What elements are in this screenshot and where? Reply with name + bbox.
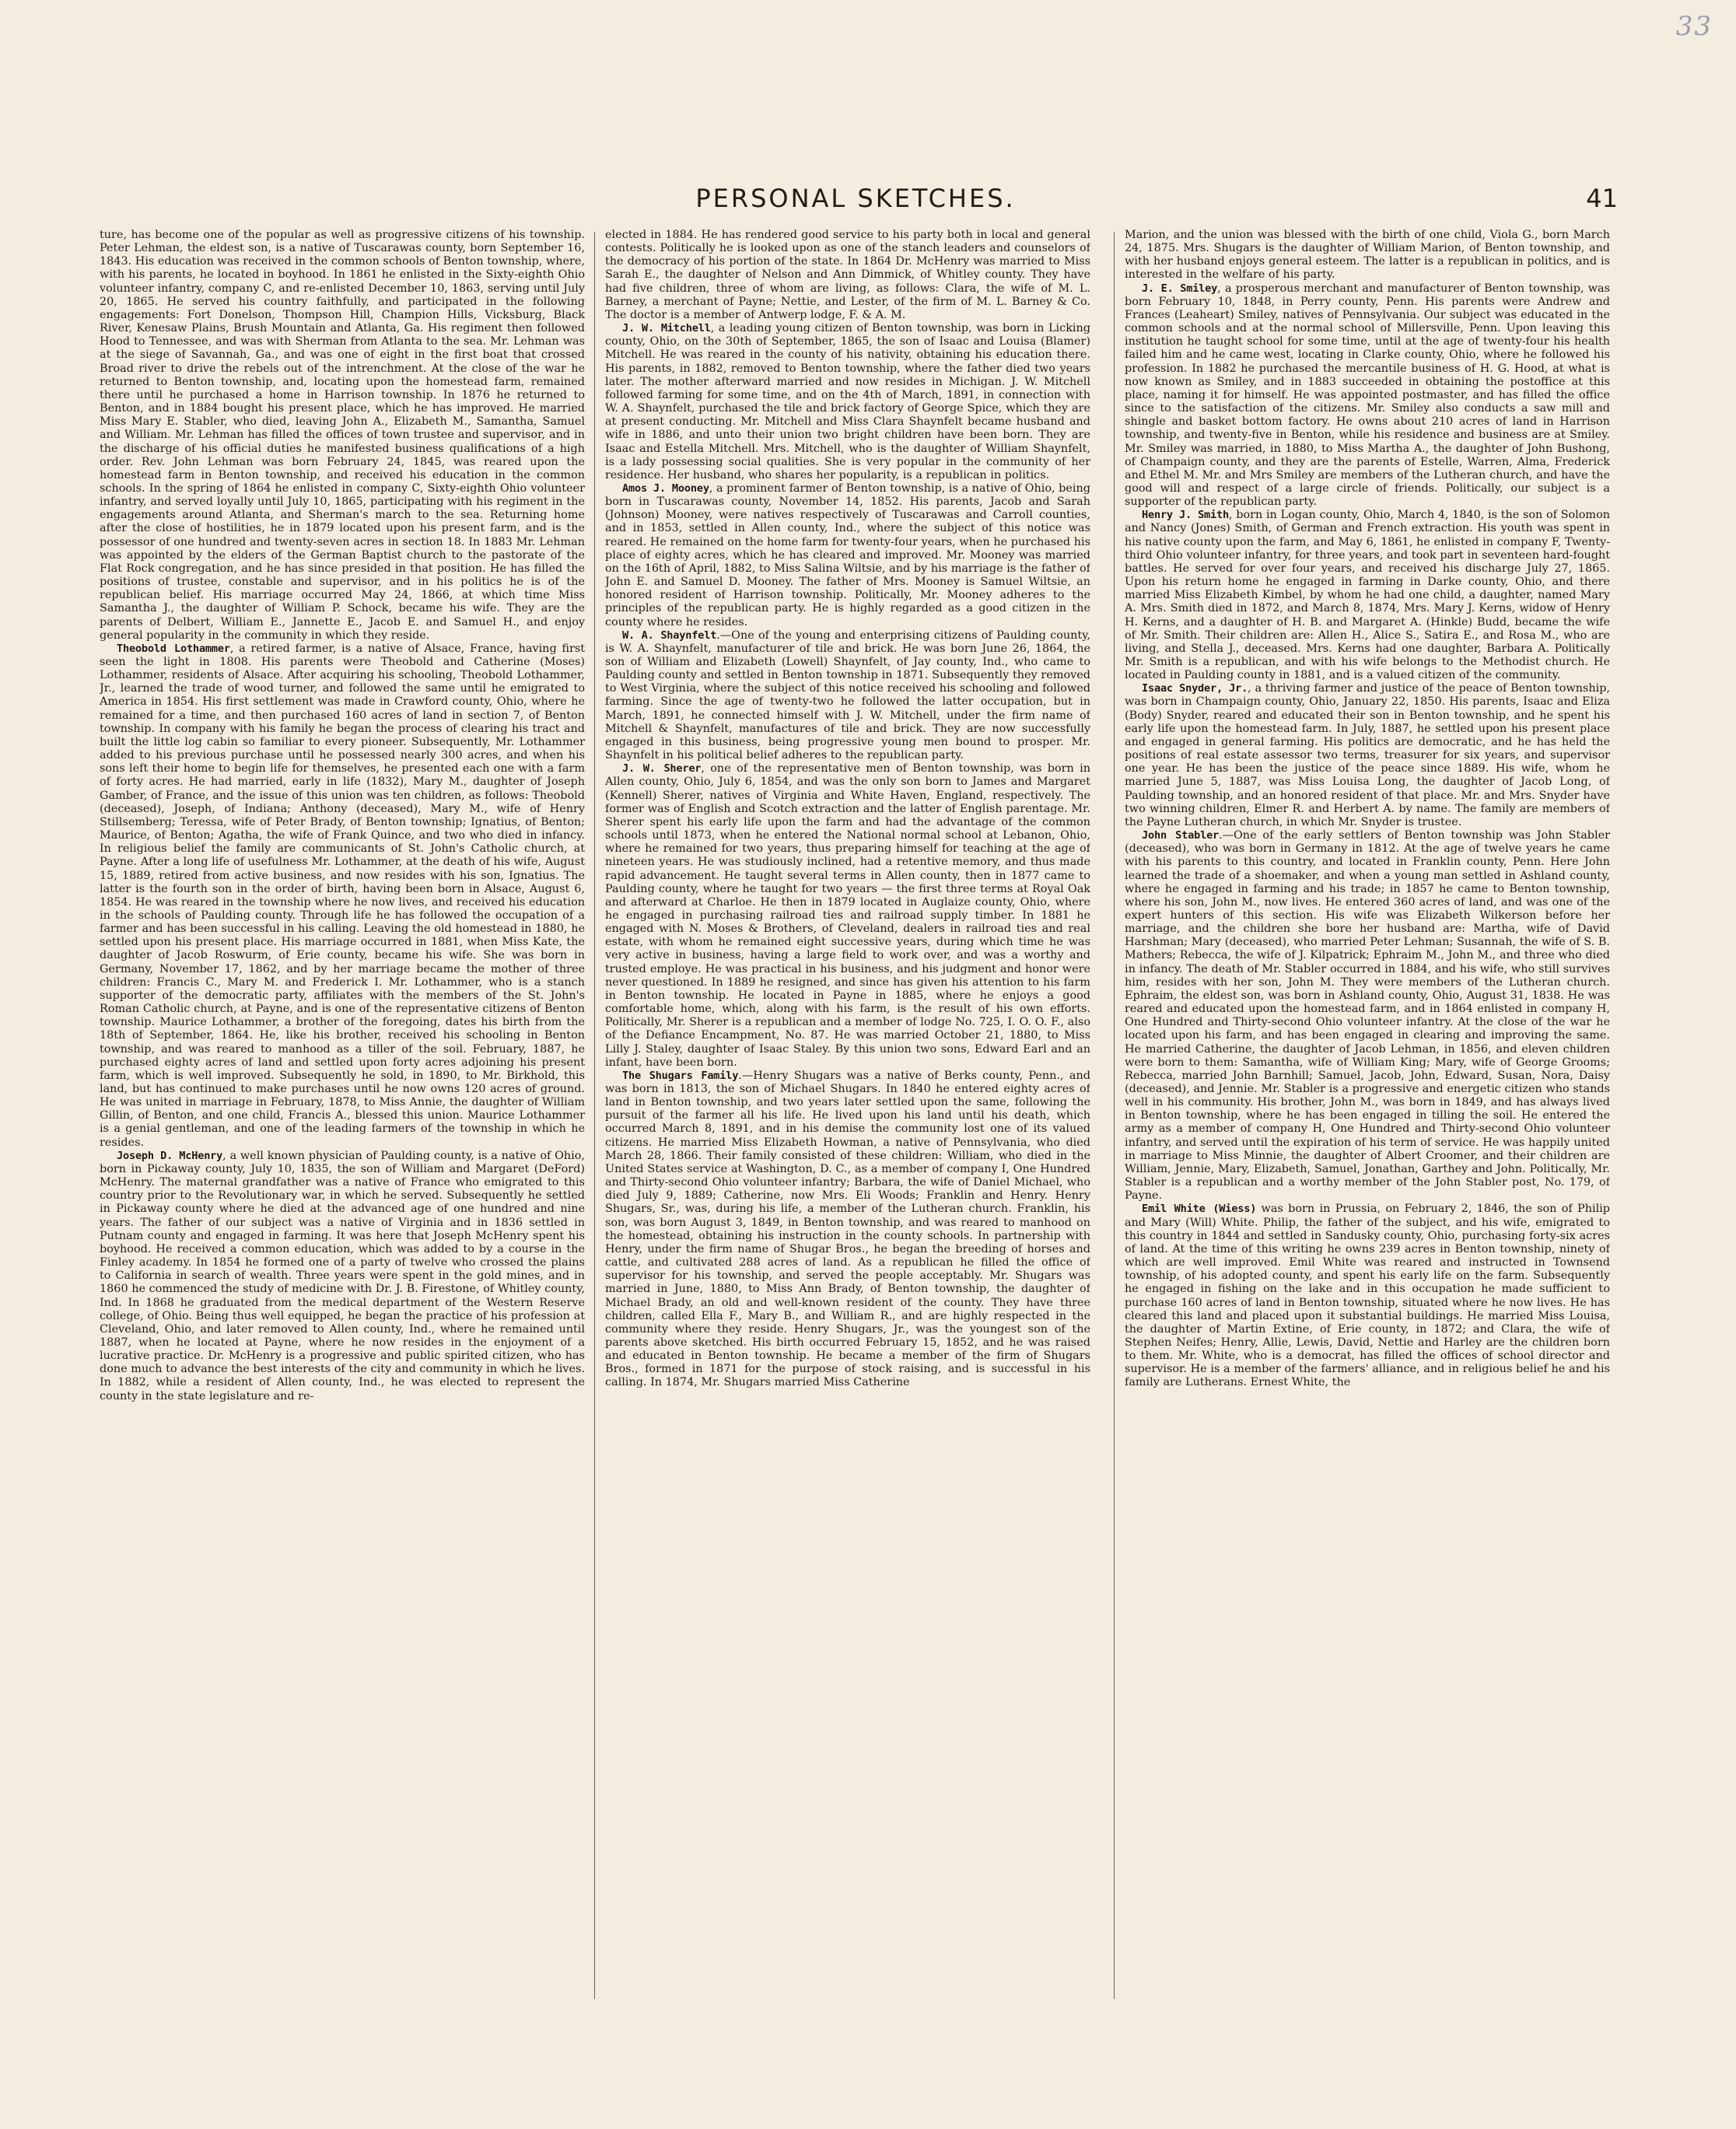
sketch-text: .—One of the early settlers of Benton township was John Stabler (deceased), who was born in Germany in 1812. At the age of twelve years he came with his parents to this country, and located in Franklin county, Penn. Here John learned the trade of a shoemaker, and when a young man settled in Ashland county, where he engaged in farming and his trade; in 1857 he came to Benton township, where his son, John M., now lives. He entered 360 acres of land, and was one of the expert hunters of this section. His wife was Elizabeth Wilkerson before her marriage, and the children she bore her husband are: Martha, wife of David Harshman; Mary (deceased), who married Peter Lehman; Susannah, the wife of S. B. Mathers; Rebecca, the wife of J. Kilpatrick; Ephraim M., John M., and three who died in infancy. The death of Mr. Stabler occurred in 1884, and his wife, who still survives him, resides with her son, John M. They were members of the Lutheran church. Ephraim, the eldest son, was born in Ashland county, Ohio, August 31, 1838. He was reared and educated upon the homestead farm, and in 1864 enlisted in company H, One Hundred and Thirty-second Ohio volunteer infantry. At the close of the war he located upon his farm, and has been engaged in clearing and improving the same. He married Catherine, the daughter of Jacob Lehman, in 1856, and eleven children were born to them: Samantha, wife of William King; Mary, wife of George Grooms; Rebecca, married John Barnhill; Samuel, Jacob, John, Edward, Susan, Nora, Daisy (deceased), and Jennie. Mr. Stabler is a progressive and energetic citizen who stands well in his community. His brother, John M., was born in 1849, and has always lived in Benton township, where he has been engaged in tilling the soil. He entered the army as a member of company H, One Hundred and Thirty-second Ohio volunteer infantry, and served until the expiration of his term of service. He was happily united in marriage to Miss Minnie, the daughter of Albert Croomer, and their children are William, Jennie, Mary, Elizabeth, Samuel, Jonathan, Garthey and John. Politically, Mr. Stabler is a republican and a worthy member of the John Stabler post, No. 179, of Payne. bbox=[1125, 829, 1610, 1203]
sketch-subject-name: W. A. Shaynfelt bbox=[622, 629, 717, 642]
sketch-text: ture, has become one of the popular as well as progressive citizens of his township. Peter Lehman, the eldest son, is a native of Tuscarawas county, born September 16, 1843. His education was received in the common schools of Benton township, where, with his parents, he located in boyhood. In 1861 he enlisted in the Sixty-eighth Ohio volunteer infantry, company C, and re-enlisted December 10, 1863, serving until July 20, 1865. He served his country faithfully, and participated in the following engagements: Fort Donelson, Thompson Hill, Champion Hills, Vicksburg, Black River, Kenesaw Plains, Brush Mountain and Atlanta, Ga. His regiment then followed Hood to Tennessee, and was with Sherman from Atlanta to the sea. Mr. Lehman was at the siege of Savannah, Ga., and was one of eight in the first boat that crossed Broad river to drive the rebels out of the intrenchment. At the close of the war he returned to Benton township, and, locating upon the homestead farm, remained there until he purchased a home in Harrison township. In 1876 he returned to Benton, and in 1884 bought his present place, which he has improved. He married Miss Mary E. Stabler, who died, leaving John A., Elizabeth M., Samantha, Samuel and William. Mr. Lehman has filled the offices of town trustee and supervisor, and in the discharge of his official duties he manifested business qualifications of a high order. Rev. John Lehman was born February 24, 1845, was reared upon the homestead farm in Benton township, and received his education in the common schools. In the spring of 1864 he enlisted in company C, Sixty-eighth Ohio volunteer infantry, and served loyally until July 10, 1865, participating with his regiment in the engagements around Atlanta, and Sherman's march to the sea. Returning home after the close of hostilities, he in 1879 located upon his present farm, and is the possessor of one hundred and twenty-seven acres in section 18. In 1883 Mr. Lehman was appointed by the elders of the German Baptist church to the pastorate of the Flat Rock congregation, and he has since presided in that position. He has filled the positions of trustee, constable and supervisor, and in his politics he is of the republican belief. His marriage occurred May 24, 1866, at which time Miss Samantha J., the daughter of William P. Schock, became his wife. They are the parents of Delbert, William E., Jannette E., Jacob E. and Samuel H., and enjoy general popularity in the community in which they reside. bbox=[100, 229, 585, 642]
sketch-paragraph bbox=[100, 1150, 585, 1403]
sketch-subject-name: John Stabler bbox=[1142, 829, 1220, 842]
sketch-text: , a well known physician of Paulding county, is a native of Ohio, born in Pickaway county, July 10, 1835, the son of William and Margaret (DeFord) McHenry. The maternal grandfather was a native of France who emigrated to this country prior to the Revolutionary war, in which he served. Subsequently he settled in Pickaway county where he died at the advanced age of one hundred and nine years. The father of our subject was a native of Virginia and in 1836 settled in Putnam county and engaged in farming. It was here that Joseph McHenry spent his boyhood. He received a common education, which was added to by a course in the Finley academy. In 1854 he formed one of a party of twelve who crossed the plains to California in search of wealth. Three years were spent in the gold mines, and in 1860 he commenced the study of medicine with Dr. J. B. Firestone, of Whitley county, Ind. In 1868 he graduated from the medical department of the Western Reserve college, of Ohio. Being thus well equipped, he began the practice of his profession at Cleveland, Ohio, and later removed to Allen county, Ind., where he remained until 1887, when he located at Payne, where he now resides in the enjoyment of a lucrative practice. Dr. McHenry is a progressive and public spirited citizen, who has done much to advance the best interests of the city and community in which he lives. In 1882, while a resident of Allen county, Ind., he was elected to represent the county in the state legislature and re- bbox=[100, 1149, 585, 1402]
column-2 bbox=[605, 229, 1090, 2002]
sketch-text: was born in Prussia, on February 2, 1846, the son of Philip and Mary (Will) White. Philip, the father of the subject, and his wife, emigrated to this country in 1844 and settled in Sandusky county, Ohio, purchasing forty-six acres of land. At the time of this writing he owns 239 acres in Benton township, ninety of which are well improved. Emil White was reared and instructed in Townsend township, of his adopted county, and spent his early life on the farm. Subsequently he engaged in fishing on the lake and in this occupation he made sufficient to purchase 160 acres of land in Benton township, situated where he now lives. He has cleared this land and placed upon it substantial buildings. He married Miss Louisa, the daughter of Martin Extine, of Erie county, in 1872; and Clara, the wife of Stephen Neifes; Henry, Allie, Lewis, David, Nettie and Harley are the children born to them. Mr. White, who is a democrat, has filled the offices of school director and supervisor. He is a member of the farmers' alliance, and in religious belief he and his family are Lutherans. Ernest White, the bbox=[1125, 1203, 1610, 1389]
sketch-text: , a thriving farmer and justice of the peace of Benton township, was born in Champaign county, Ohio, January 22, 1850. His parents, Isaac and Eliza (Body) Snyder, reared and educated their son in Benton township, and he spent his early life upon the homestead farm. In July, 1887, he settled upon his present place and engaged in general farming. His politics are democratic, and he has held the positions of real estate assessor two terms, treasurer for six years, and supervisor one year. He has been the justice of the peace since 1889. His wife, whom he married June 5, 1887, was Miss Louisa Long, the daughter of Jacob Long, of Paulding township, and an honored resident of that place. Mr. and Mrs. Snyder have two winning children, Elmer R. and Herbert A. by name. The family are members of the Payne Lutheran church, in which Mr. Snyder is trustee. bbox=[1125, 682, 1610, 828]
sketch-subject-name: J. W. Mitchell bbox=[622, 322, 711, 335]
sketch-paragraph bbox=[605, 482, 1090, 629]
sketch-paragraph bbox=[605, 762, 1090, 1070]
sketch-subject-name: J. W. Sherer bbox=[622, 762, 702, 776]
sketch-subject-name: Theobold Lothammer bbox=[117, 642, 230, 655]
sketch-paragraph bbox=[1125, 509, 1610, 682]
sketch-text: , a leading young citizen of Benton township, was born in Licking county, Ohio, on the 30th of September, 1865, the son of Isaac and Louisa (Blamer) Mitchell. He was reared in the county of his nativity, obtaining his education there. His parents, in 1882, removed to Benton township, where the father died two years later. The mother afterward married and now resides in Michigan. J. W. Mitchell followed farming for some time, and on the 4th of March, 1891, in connection with W. A. Shaynfelt, purchased the tile and brick factory of George Spice, which they are at present conducting. Mr. Mitchell and Miss Clara Shaynfelt became husband and wife in 1886, and unto their union two bright children have been born. They are Isaac and Estella Mitchell. Mrs. Mitchell, who is the daughter of William Shaynfelt, is a lady possessing social qualities. She is very popular in the community of her residence. Her husband, who shares her popularity, is a republican in politics. bbox=[605, 322, 1090, 481]
corner-page-mark: 33 bbox=[1675, 11, 1713, 42]
sketch-paragraph bbox=[1125, 829, 1610, 1203]
sketch-subject-name: Joseph D. McHenry bbox=[117, 1149, 223, 1162]
sketch-text: .—One of the young and enterprising citizens of Paulding county, is W. A. Shaynfelt, manufacturer of tile and brick. He was born June 26, 1864, the son of William and Elizabeth (Lowell) Shaynfelt, of Jay county, Ind., who came to Paulding county and settled in Benton township in 1871. Subsequently they removed to West Virginia, where the subject of this notice received his schooling and followed farming. Since the age of twenty-two he followed the latter occupation, but in March, 1891, he connected himself with J. W. Mitchell, under the firm name of Mitchell & Shaynfelt, manufactures of tile and brick. They are now successfully engaged in this business, being progressive young men bound to prosper. Mr. Shaynfelt in his political belief adheres to the republican party. bbox=[605, 629, 1090, 762]
sketch-subject-name: Isaac Snyder, Jr. bbox=[1142, 682, 1248, 695]
sketch-paragraph bbox=[605, 629, 1090, 763]
sketch-text: .—Henry Shugars was a native of Berks county, Penn., and was born in 1813, the son of Michael Shugars. In 1840 he entered eighty acres of land in Benton township, and two years later settled upon the same, following the pursuit of the farmer all his life. He lived upon his land until his death, which occurred March 8, 1891, and in his demise the community lost one of its valued citizens. He married Miss Elizabeth Howman, a native of Pennsylvania, who died March 28, 1866. Their family consisted of these children: William, who died in the United States service at Washington, D. C., as a member of company I, One Hundred and Thirty-second Ohio volunteer infantry; Barbara, the wife of Daniel Michael, who died July 9, 1889; Catherine, now Mrs. Eli Woods; Franklin and Henry. Henry Shugars, Sr., was, during his life, a member of the Lutheran church. Franklin, his son, was born August 3, 1849, in Benton township, and was reared to manhood on the homestead, obtaining his instruction in the county schools. In partnership with Henry, under the firm name of Shugar Bros., he began the breeding of horses and cattle, and cultivated 288 acres of land. As a republican he filled the office of supervisor for his township, and served the people acceptably. Mr. Shugars was married in June, 1880, to Miss Ann Brady, of Benton township, the daughter of Michael Brady, an old and well-known resident of the county. They have three children, called Ella F., Mary B., and William R., and are highly respected in the community where they reside. Henry Shugars, Jr., was the youngest son of the parents above sketched. His birth occurred February 15, 1852, and he was raised and educated in Benton township. He became a member of the firm of Shugars Bros., formed in 1871 for the purpose of stock raising, and is successful in his calling. In 1874, Mr. Shugars married Miss Catherine bbox=[605, 1069, 1090, 1389]
sketch-paragraph bbox=[605, 1070, 1090, 1390]
sketch-paragraph bbox=[100, 229, 585, 643]
sketch-paragraph bbox=[100, 643, 585, 1150]
page-header bbox=[93, 184, 1618, 215]
sketch-subject-name: Amos J. Mooney bbox=[622, 481, 709, 495]
sketch-text: , a prosperous merchant and manufacturer of Benton township, was born February 10, 1848, in Perry county, Penn. His parents were Andrew and Frances (Leaheart) Smiley, natives of Pennsylvania. Our subject was educated in the common schools and at the normal school of Millersville, Penn. Upon leaving this institution he taught school for some time, until at the age of twenty-four his health failed him and he came west, locating in Clarke county, Ohio, where he followed his profession. In 1882 he purchased the mercantile business of H. G. Hood, at what is now known as Smiley, and in 1883 succeeded in obtaining the postoffice at this place, naming it for himself. He was appointed postmaster, and has filled the office since to the satisfaction of the citizens. Mr. Smiley also conducts a saw mill and shingle and basket bottom factory. He owns about 210 acres of land in Harrison township, and twenty-five in Benton, while his residence and business are at Smiley. Mr. Smiley was married, in 1880, to Miss Martha A., the daughter of John Bushong, of Champaign county, and they are the parents of Estelle, Warren, Alma, Frederick and Ethel M. Mr. and Mrs Smiley are members of the Lutheran church, and have the good will and respect of a large circle of friends. Politically, our subject is a supporter of the republican party. bbox=[1125, 282, 1610, 509]
page-title: PERSONAL SKETCHES. bbox=[695, 184, 1016, 213]
sketch-paragraph bbox=[1125, 282, 1610, 509]
sketch-text: Marion, and the union was blessed with the birth of one child, Viola G., born March 24, 1875. Mrs. Shugars is the daughter of William Marion, of Benton township, and with her husband enjoys general esteem. The latter is a republican in politics, and is interested in the welfare of his party. bbox=[1125, 229, 1610, 282]
text-columns bbox=[100, 229, 1616, 2002]
sketch-paragraph bbox=[605, 229, 1090, 322]
sketch-paragraph bbox=[605, 322, 1090, 482]
sketch-text: , one of the representative men of Benton township, was born in Allen county, Ohio, July 6, 1854, and was the only son born to James and Margaret (Kennell) Sherer, natives of Virginia and White Haven, England, respectively. The former was of English and Scotch extraction and the latter of English parentage. Mr. Sherer spent his early life upon the farm and had the advantage of the common schools until 1873, when he entered the National normal school at Lebanon, Ohio, where he remained for two years, thus preparing himself for teaching at the age of nineteen years. He was studiously inclined, had a retentive memory, and thus made rapid advancement. He taught several terms in Allen county, then in 1877 came to Paulding county, where he taught for two years — the first three terms at Royal Oak and afterward at Charloe. He then in 1879 located in Auglaize county, Ohio, where he engaged in purchasing railroad ties and railroad supply timber. In 1881 he engaged with N. Moses & Brothers, of Cleveland, dealers in railroad ties and real estate, with whom he remained eight successive years, during which time he was very active in business, having a large field to work over, and was a worthy and trusted employe. He was practical in his business, and his judgment and honor were never questioned. In 1889 he resigned, and since has given his attention to his farm in Benton township. He located in Payne in 1885, where he enjoys a good comfortable home, which, along with his farm, is the result of his own efforts. Politically, Mr. Sherer is a republican and a member of lodge No. 725, I. O. O. F., also of the Defiance Encampment, No. 87. He was married October 21, 1880, to Miss Lilly J. Staley, daughter of Isaac Staley. By this union two sons, Edward Earl and an infant, have been born. bbox=[605, 762, 1090, 1069]
sketch-subject-name: J. E. Smiley bbox=[1142, 282, 1218, 295]
sketch-subject-name: The Shugars Family bbox=[622, 1069, 739, 1082]
sketch-paragraph bbox=[1125, 682, 1610, 829]
sketch-paragraph bbox=[1125, 229, 1610, 282]
sketch-paragraph bbox=[1125, 1203, 1610, 1389]
column-1 bbox=[100, 229, 585, 2002]
sketch-text: , a retired farmer, is a native of Alsace, France, having first seen the light in 1808. His parents were Theobold and Catherine (Moses) Lothammer, residents of Alsace. After acquiring his schooling, Theobold Lothammer, Jr., learned the trade of wood turner, and followed the same until he emigrated to America in 1854. His first settlement was made in Crawford county, Ohio, where he remained for a time, and then purchased 160 acres of land in section 7, of Benton township. In company with his family he began the process of clearing his tract and built the little log cabin so familiar to every pioneer. Subsequently, Mr. Lothammer added to his previous purchase until he possessed nearly 300 acres, and when his sons left their home to begin life for themselves, he presented each one with a farm of forty acres. He had married, early in life (1832), Mary M., daughter of Joseph Gamber, of France, and the issue of this union was ten children, as follows: Theobold (deceased), Joseph, of Indiana; Anthony (deceased), Mary M., wife of Henry Stillsemberg; Teressa, wife of Peter Brady, of Benton township; Ignatius, of Benton; Maurice, of Benton; Agatha, the wife of Frank Quince, and two who died in infancy. In religious belief the family are communicants of St. John's Catholic church, at Payne. After a long life of usefulness Mr. Lothammer, at the death of his wife, August 15, 1889, retired from active business, and now resides with his son, Ignatius. The latter is the fourth son in the order of birth, having been born in Alsace, August 6, 1854. He was reared in the township where he now lives, and received his education in the schools of Paulding county. Through life he has followed the occupation of a farmer and has been successful in his calling. Leaving the old homestead in 1880, he settled upon his present place. His marriage occurred in 1881, when Miss Kate, the daughter of Jacob Roswurm, of Erie county, became his wife. She was born in Germany, November 17, 1862, and by her marriage became the mother of three children: Francis C., Mary M. and Frederick I. Mr. Lothammer, who is a stanch supporter of the democratic party, affiliates with the members of the St. John's Roman Catholic church, at Payne, and is one of the representative citizens of Benton township. Maurice Lothammer, a brother of the foregoing, dates his birth from the 18th of September, 1864. He, like his brother, received his schooling in Benton township, and was reared to manhood as a tiller of the soil. February, 1887, he purchased eighty acres of land and settled upon forty acres adjoining his present farm, which is well improved. Subsequently he sold, in 1890, to Mr. Birkhold, this land, but has continued to make purchases until he now owns 120 acres of ground. He was united in marriage in February, 1878, to Miss Annie, the daughter of William Gillin, of Benton, and one child, Francis A., blessed this union. Maurice Lothammer is a genial gentleman, and one of the leading farmers of the township in which he resides. bbox=[100, 642, 585, 1149]
column-3 bbox=[1125, 229, 1610, 2002]
sketch-text: elected in 1884. He has rendered good service to his party both in local and general contests. Politically he is looked upon as one of the stanch leaders and counselors of the democracy of his portion of the state. In 1864 Dr. McHenry was married to Miss Sarah E., the daughter of Nelson and Ann Dimmick, of Whitley county. They have had five children, three of whom are living, as follows: Clara, the wife of M. L. Barney, a merchant of Payne; Nettie, and Lester, of the firm of M. L. Barney & Co. The doctor is a member of Antwerp lodge, F. & A. M. bbox=[605, 229, 1090, 321]
sketch-subject-name: Henry J. Smith bbox=[1142, 509, 1229, 522]
sketch-text: , a prominent farmer of Benton township, is a native of Ohio, being born in Tuscarawas county, November 14, 1852. His parents, Jacob and Sarah (Johnson) Mooney, were natives respectively of Tuscarawas and Carroll counties, and in 1853, settled in Allen county, Ind., where the subject of this notice was reared. He remained on the home farm for twenty-four years, when he purchased his place of eighty acres, which he has cleared and improved. Mr. Mooney was married on the 16th of April, 1882, to Miss Salina Wiltsie, and by his marriage is the father of John E. and Samuel D. Mooney. The father of Mrs. Mooney is Samuel Wiltsie, an honored resident of Harrison township. Politically, Mr. Mooney adheres to the principles of the republican party. He is highly regarded as a good citizen in the county where he resides. bbox=[605, 481, 1090, 629]
sketch-text: , born in Logan county, Ohio, March 4, 1840, is the son of Solomon and Nancy (Jones) Smith, of German and French extraction. His youth was spent in his native county upon the farm, and May 6, 1861, he enlisted in company F, Twenty-third Ohio volunteer infantry, for three years, and took part in seventeen hard-fought battles. He served for over four years, and received his discharge July 27, 1865. Upon his return home he engaged in farming in Darke county, Ohio, and there married Miss Elizabeth Kimbel, by whom he had one child, a daughter, named Mary A. Mrs. Smith died in 1872, and March 8, 1874, Mrs. Mary J. Kerns, widow of Henry H. Kerns, and a daughter of H. B. and Margaret A. (Hinkle) Budd, became the wife of Mr. Smith. Their children are: Allen H., Alice S., Satira E., and Rosa M., who are living, and Stella J., deceased. Mrs. Kerns had one daughter, Barbara A. Politically Mr. Smith is a republican, and with his wife belongs to the Methodist church. He located in Paulding county in 1881, and is a valued citizen of the community. bbox=[1125, 509, 1610, 682]
sketch-subject-name: Emil White (Wiess) bbox=[1142, 1203, 1257, 1216]
page-number: 41 bbox=[1586, 184, 1618, 213]
